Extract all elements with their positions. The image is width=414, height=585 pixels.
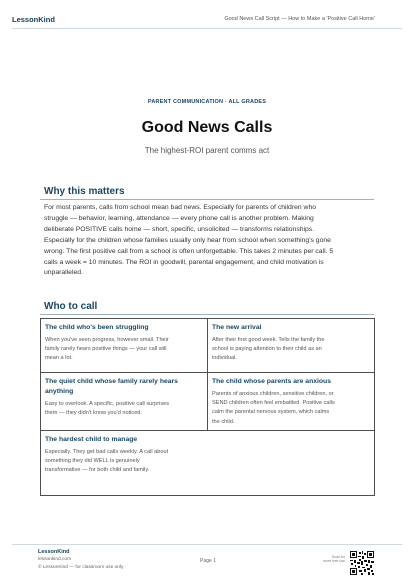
page-subtitle: The highest-ROI parent comms act xyxy=(144,146,270,155)
page-header xyxy=(0,0,414,33)
category-eyebrow: PARENT COMMUNICATION · ALL GRADES xyxy=(147,99,267,105)
card-anxious-parents xyxy=(208,373,374,430)
card-text-line: Parents of anxious children, sensitive children, or xyxy=(212,391,334,397)
paragraph-line: deliberate POSITIVE calls home — short, specific, unsolicited — transforms relationships. xyxy=(44,225,315,233)
card-text xyxy=(45,448,203,476)
card-new-arrival xyxy=(208,319,374,372)
card-title xyxy=(45,377,203,397)
card-text-line: the child. xyxy=(212,418,235,425)
paragraph-line: wrong. The first positive call from a school is often unforgettable. This takes 2 minutes per call. 5 xyxy=(44,247,334,255)
card-text-line: Especially. They get bad calls weekly. A call about xyxy=(45,449,169,455)
card-title-line: anything xyxy=(45,388,74,395)
page-title: Good News Calls xyxy=(141,119,273,136)
paragraph-line: calls a week = 10 minutes. The ROI in goodwill, parental engagement, and child motivation is xyxy=(44,258,324,266)
footer-divider xyxy=(12,544,402,545)
card-text-line: After their first good week. Tells the family the xyxy=(212,337,325,343)
card-text-line: them — they didn't know you'd noticed. xyxy=(45,410,142,417)
card-text-line: school is paying attention to their child as an xyxy=(212,346,322,353)
qr-caption-line: Scan for xyxy=(331,555,345,559)
card-text xyxy=(45,400,203,418)
footer-url-link[interactable]: lessonkind.com xyxy=(38,557,72,562)
card-text-line: mean a lot. xyxy=(45,355,73,362)
qr-caption-line: more free use xyxy=(323,559,345,564)
card-title: The new arrival xyxy=(212,324,262,331)
card-text-line: something they did WELL is genuinely xyxy=(45,458,140,465)
card-title-line: The quiet child whose family rarely hears xyxy=(45,378,178,385)
page-number: Page 1 xyxy=(200,558,216,564)
card-title: The child who's been struggling xyxy=(45,324,149,331)
card-struggling-child xyxy=(41,319,207,372)
card-text xyxy=(212,336,370,364)
card-quiet-child xyxy=(41,373,207,430)
section-heading-why: Why this matters xyxy=(44,186,125,197)
section-divider-why xyxy=(40,199,374,200)
card-title: The child whose parents are anxious xyxy=(212,378,331,385)
card-hardest-child xyxy=(41,431,207,495)
card-text-line: transformative — for both child and family. xyxy=(45,467,150,474)
why-paragraph xyxy=(44,203,374,279)
section-heading-who: Who to call xyxy=(44,301,98,312)
section-divider-who xyxy=(40,314,374,315)
card-text-line: SEND children often feel embattled. Positive calls xyxy=(212,400,335,407)
card-title: The hardest child to manage xyxy=(45,436,138,443)
card-text-line: individual. xyxy=(212,355,237,362)
qr-code-icon[interactable] xyxy=(350,551,374,575)
brand-logo-text[interactable]: LessonKind xyxy=(12,15,55,24)
card-text xyxy=(45,336,203,364)
paragraph-line: unparalleled. xyxy=(44,269,83,277)
card-text-line: family rarely hears positive things — your call will xyxy=(45,346,167,353)
footer-brand: LessonKind xyxy=(38,549,70,555)
header-divider xyxy=(12,28,402,29)
who-to-call-grid xyxy=(40,318,375,496)
paragraph-line: Especially for the children whose families usually only hear from school when something's gone xyxy=(44,236,331,244)
footer-copyright: © LessonKind — for classroom use only xyxy=(38,565,124,570)
card-text xyxy=(212,390,370,427)
document-title: Good News Call Script — How to Make a 'Positive Call Home' xyxy=(224,16,375,22)
paragraph-line: struggle — behavior, learning, attendance — every phone call is another problem. Making xyxy=(44,214,314,222)
paragraph-line: For most parents, calls from school mean bad news. Especially for parents of children who xyxy=(44,204,316,211)
card-text-line: Easy to overlook. A specific, positive call surprises xyxy=(45,401,170,407)
qr-caption xyxy=(311,555,345,564)
card-text-line: When you've seen progress, however small. Their xyxy=(45,337,169,343)
card-text-line: calm the parental nervous system, which calms xyxy=(212,409,330,416)
